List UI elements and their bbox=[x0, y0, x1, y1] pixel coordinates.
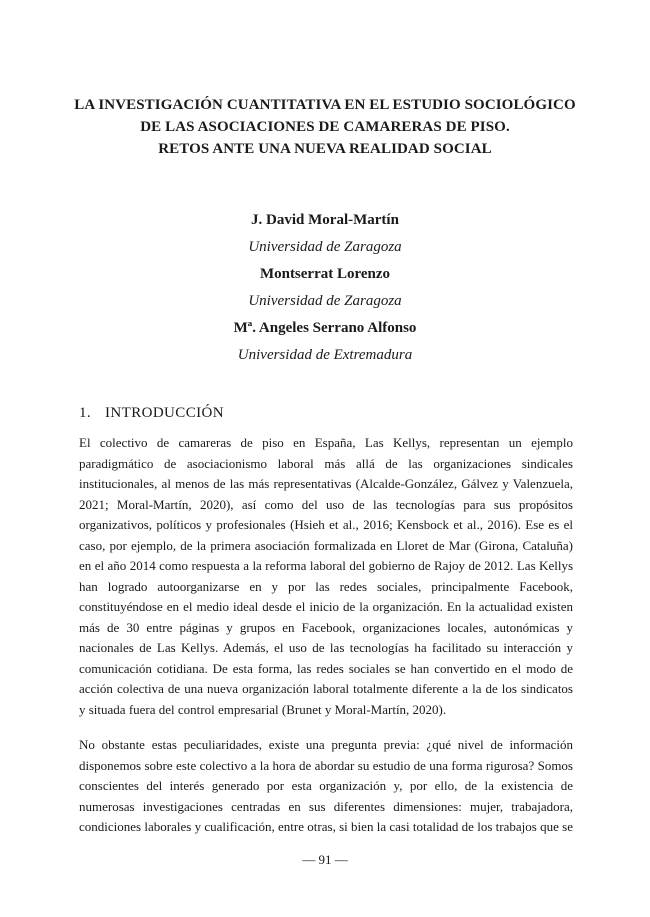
paper-title bbox=[60, 94, 590, 160]
author-name: J. David Moral-Martín bbox=[251, 212, 399, 228]
section-title: INTRODUCCIÓN bbox=[105, 405, 224, 421]
author-name: Montserrat Lorenzo bbox=[259, 266, 391, 282]
text-line: acción colectiva de una nueva organización laboral totalmente diferente a la de los sindicatos bbox=[79, 681, 573, 696]
section-heading bbox=[79, 405, 224, 422]
text-line: más de 30 entre páginas y grupos en Facebook, organizaciones locales, autonómicas y bbox=[79, 619, 573, 635]
text-line: disponemos sobre este colectivo a la hora de abordar su estudio de una forma rigurosa? Somos bbox=[79, 757, 573, 773]
text-line: 2021; Moral-Martín, 2020), así como del uso de las tecnologías para sus propósitos bbox=[79, 496, 573, 512]
title-line: RETOS ANTE UNA NUEVA REALIDAD SOCIAL bbox=[158, 141, 492, 157]
title-line: LA INVESTIGACIÓN CUANTITATIVA EN EL ESTUDIO SOCIOLÓGICO bbox=[74, 97, 576, 113]
text-line: conscientes del interés generado por esta organización y, por ello, de la existencia de bbox=[79, 778, 573, 793]
author-name: Mª. Angeles Serrano Alfonso bbox=[233, 320, 417, 336]
text-line: y situada fuera del control empresarial (Brunet y Moral-Martín, 2020). bbox=[79, 701, 447, 717]
text-line: paradigmático de asociacionismo laboral más allá de las organizaciones sindicales bbox=[79, 455, 573, 471]
author-block bbox=[60, 207, 590, 369]
text-line: comunicación cotidiana. De esta forma, las redes sociales se han convertido en el modo de bbox=[79, 660, 573, 676]
text-line: constituyéndose en el medio ideal desde el inicio de la organización. En la actualidad existen bbox=[79, 599, 573, 614]
section-number: 1. bbox=[79, 405, 92, 421]
author-affiliation: Universidad de Extremadura bbox=[237, 347, 413, 363]
author-affiliation: Universidad de Zaragoza bbox=[248, 239, 402, 255]
text-line: condiciones laborales y cualificación, entre otras, si bien la casi totalidad de los trabajos que se bbox=[79, 819, 573, 834]
text-line: nacionales de Las Kellys. Además, el uso de las tecnologías ha facilitado su interacción y bbox=[79, 640, 573, 655]
text-line: numerosas investigaciones centradas en sus diferentes dimensiones: mujer, trabajadora, bbox=[79, 798, 573, 814]
text-line: No obstante estas peculiaridades, existe una pregunta previa: ¿qué nivel de información bbox=[79, 737, 573, 752]
title-line: DE LAS ASOCIACIONES DE CAMARERAS DE PISO. bbox=[140, 119, 510, 135]
text-line: caso, por ejemplo, de la primera asociación formalizada en Lloret de Mar (Girona, Cataluña) bbox=[79, 537, 573, 553]
text-line: han logrado autoorganizarse en y por las redes sociales, principalmente Facebook, bbox=[79, 578, 573, 594]
text-line: en el año 2014 como respuesta a la reforma laboral del gobierno de Rajoy de 2012. Las Kellys bbox=[79, 558, 573, 573]
body-paragraph bbox=[79, 433, 573, 720]
page-number: — 91 — bbox=[302, 852, 348, 867]
text-line: El colectivo de camareras de piso en España, Las Kellys, representan un ejemplo bbox=[79, 435, 573, 450]
body-paragraph bbox=[79, 735, 573, 838]
text-line: organizativos, políticos y profesionales (Hsieh et al., 2016; Kensbock et al., 2016). Ese es el bbox=[79, 517, 573, 532]
text-line: institucionales, al menos de las más representativas (Alcalde-González, Gálvez y Valenzuela, bbox=[79, 476, 573, 491]
author-affiliation: Universidad de Zaragoza bbox=[248, 293, 402, 309]
